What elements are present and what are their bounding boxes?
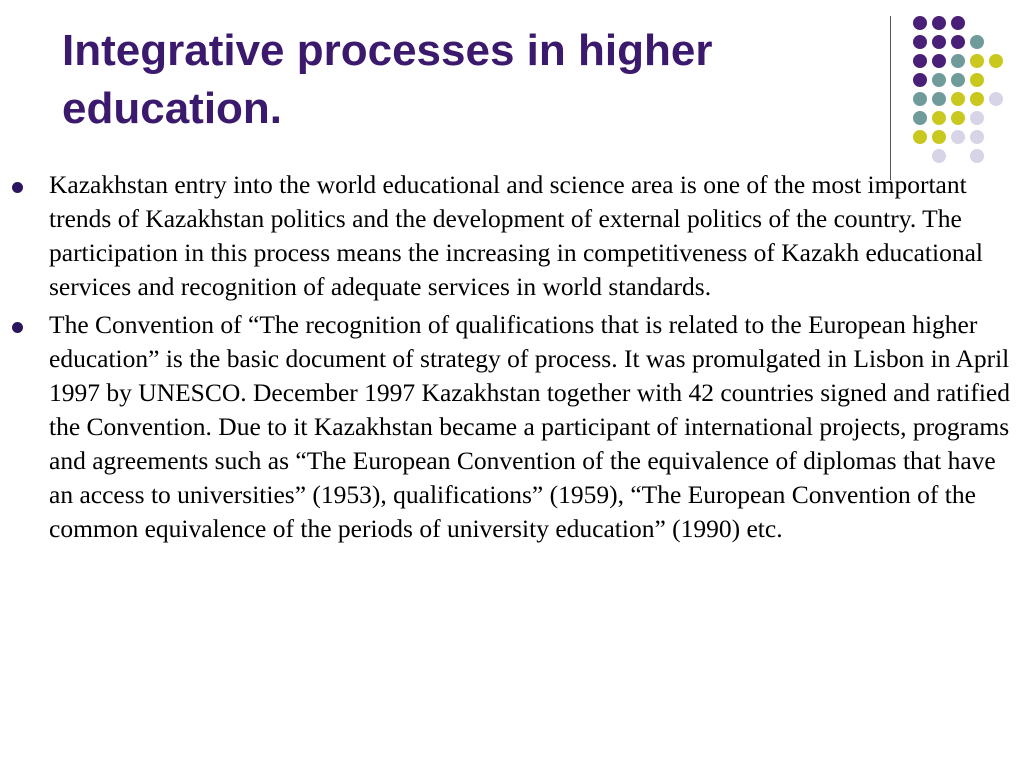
dot-purple	[913, 73, 927, 87]
dot-teal	[951, 54, 965, 68]
dot-teal	[970, 35, 984, 49]
slide-title: Integrative processes in higher education.	[62, 26, 713, 133]
bullet-dot-icon	[12, 322, 23, 333]
slide-body	[12, 168, 1018, 550]
bullet-text: Kazakhstan entry into the world educational and science area is one of the most important trends of Kazakhstan politics and the development of external politics of the country. The participation in this process means the increasing in competitiveness of Kazakh educational services and recognition of adequate services in world standards.	[49, 170, 983, 301]
bullet-item	[12, 308, 1018, 546]
dot-lavender	[970, 149, 984, 163]
dot-teal	[951, 73, 965, 87]
dot-purple	[913, 54, 927, 68]
dot-lavender	[989, 92, 1003, 106]
dot-yellow	[932, 130, 946, 144]
bullet-text: The Convention of “The recognition of qualifications that is related to the European higher education” is the basic document of strategy of process. It was promulgated in Lisbon in April 1997 by UNESCO. December 1997 Kazakhstan together with 42 countries signed and ratified the Convention. Due to it Kazakhstan became a participant of international projects, programs and agreements such as “The European Convention of the equivalence of diplomas that have an access to universities” (1953), qualifications” (1959), “The European Convention of the common equivalence of the periods of university education” (1990) etc.	[49, 310, 1010, 543]
decorative-dot-grid	[0, 0, 1024, 180]
bullet-item	[12, 168, 1018, 304]
dot-yellow	[951, 111, 965, 125]
dot-teal	[932, 73, 946, 87]
dot-yellow	[932, 111, 946, 125]
dot-yellow	[970, 73, 984, 87]
dot-purple	[932, 35, 946, 49]
dot-purple	[951, 35, 965, 49]
dot-purple	[951, 16, 965, 30]
dot-lavender	[970, 111, 984, 125]
dot-lavender	[932, 149, 946, 163]
dot-yellow	[951, 92, 965, 106]
dot-yellow	[970, 54, 984, 68]
dot-yellow	[989, 54, 1003, 68]
bullet-list	[12, 168, 1018, 546]
dot-purple	[913, 35, 927, 49]
dot-teal	[913, 111, 927, 125]
dot-yellow	[970, 92, 984, 106]
dot-lavender	[970, 130, 984, 144]
bullet-dot-icon	[12, 182, 23, 193]
dot-yellow	[913, 130, 927, 144]
dot-purple	[932, 54, 946, 68]
dot-teal	[932, 92, 946, 106]
dot-teal	[913, 92, 927, 106]
dot-lavender	[951, 130, 965, 144]
dot-purple	[932, 16, 946, 30]
dot-purple	[913, 16, 927, 30]
